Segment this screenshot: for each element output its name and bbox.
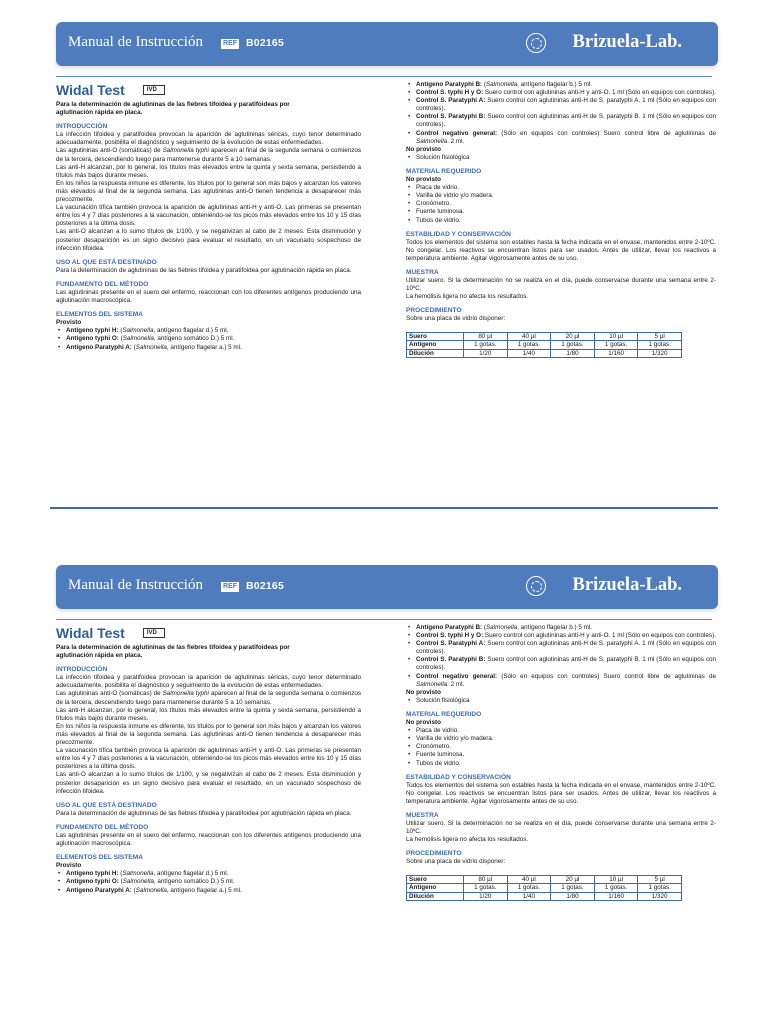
list-item [416,97,716,113]
text-run: Salmonella [122,335,154,343]
text-run: ( [133,343,136,351]
list-item [416,640,716,656]
table-cell: 1 gotas. [638,884,682,893]
text-run: , antígeno flagelar b.) 5 ml. [517,81,593,88]
text-run: Antígeno typhi O: [66,335,121,343]
paragraph: Sobre una placa de vidrio disponer: [406,858,506,866]
list-item: • Cronómetro. [416,200,716,208]
ref-badge: REF [223,40,237,47]
table-cell: 1 gotas. [551,884,595,893]
no-provisto-label: No provisto [406,176,441,184]
table-cell: 1 gotas. [594,341,638,350]
text-run: , antígeno somático D.) 5 ml. [153,878,235,886]
elements-list-cont [406,624,716,689]
section-heading: MATERIAL REQUERIDO [406,710,482,718]
text-run: . 2 ml. [447,137,465,145]
page-separator [50,507,718,509]
list-item [416,81,716,89]
text-run: Las aglutininas anti-O (somáticas) de [56,147,163,155]
left-column [56,623,361,895]
text-run: Las aglutininas anti-O (somáticas) de [56,690,163,698]
text-run: Antígeno typhi H: [66,870,121,878]
text-run: Salmonella [485,81,518,88]
material-list [406,727,716,767]
paragraph: En los niños la respuesta inmune es diferente, los títulos por lo general son más bajos y alcanzan los valores más elevados al final de la segunda semana. Las aglutininas anti-O tienen tendencia a desaparecer más precozmente. [56,722,361,747]
procedure-table [406,875,682,902]
text-run: , antígeno flagelar a.) 5 ml. [166,886,242,894]
list-item [416,624,716,632]
paragraph: Utilizar suero. Si la determinación no se realiza en el día, puede conservarse durante una semana entre 2-10ºC. [406,277,716,293]
ivd-badge: IVD [143,628,165,638]
list-item [416,89,716,97]
text-run: ( [483,81,486,88]
table-cell: 1/320 [638,892,682,901]
no-provisto-label: No provisto [406,719,441,727]
header-banner [56,22,718,66]
text-run: Control S. typhi H y O: [416,89,485,97]
elements-list-cont [406,81,716,146]
list-item [66,327,361,335]
text-run: Salmonella [416,680,448,688]
list-item [66,344,361,352]
text-run: Control S. Paratyphi B: [416,656,488,664]
procedure-table [406,332,682,359]
table-cell: 40 µl [507,332,551,341]
list-item: • Tubos de vidrio. [416,217,716,225]
elements-list [56,327,361,351]
paragraph: Las anti-H alcanzan, por lo general, los títulos más elevados entre la quinta y sexta semana, persistiendo a títulos más bajos durante meses. [56,163,361,179]
text-run: ( [120,327,123,335]
text-run: Antígeno typhi H: [66,327,121,335]
manual-title: Manual de Instrucción [68,34,203,50]
table-row [407,884,682,893]
manual-page-2 [0,543,768,1024]
text-run: Suero control con aglutininas anti-H de S. paratyphi A. 1 ml (Sólo en equipos con controles). [416,640,716,656]
table-cell: 1 gotas. [507,884,551,893]
table-cell: Antígeno [407,341,464,350]
text-run: Suero control con aglutininas anti-H de S. paratyphi A. 1 ml (Sólo en equipos con controles). [416,97,716,113]
paragraph: Todos los elementos del sistema son estables hasta la fecha indicada en el envase, mantenidos entre 2-10ºC. No congelar. Los reactivos se encuentran listos para ser usados. Antes de utilizar, llevar los reactivos a temperatura ambiente. Agitar vigorosamente antes de su uso. [406,781,716,805]
list-item [66,878,361,886]
paragraph: Las aglutininas presente en el suero del enfermo, reaccionan con los diferentes antígenos produciendo una aglutinación macroscópica. [56,831,361,848]
text-run: Control S. Paratyphi A: [416,97,488,105]
text-run: ( [483,624,486,631]
ivd-badge: IVD [143,85,165,95]
section-heading: INTRODUCCIÓN [56,666,108,674]
no-provisto-label: No provisto [406,688,441,696]
section-heading: ELEMENTOS DEL SISTEMA [56,854,143,862]
text-run: , antígeno flagelar d.) 5 ml. [153,870,229,878]
section-heading: USO AL QUE ESTÁ DESTINADO [56,258,157,266]
paragraph: La infección tifoidea y paratifoidea provocan la aparición de aglutininas séricas, cuyo tenor determinado adecuadamente, posibilita el diagnóstico y seguimiento de la evolución de estas enfermedades. [56,674,361,690]
text-run: , antígeno flagelar b.) 5 ml. [517,624,593,631]
text-run: Salmonella [122,878,154,886]
text-run: Suero control con aglutininas anti-H y anti-O. 1 ml (Sólo en equipos con controles). [484,632,716,640]
table-cell: 10 µl [594,875,638,884]
table-cell: 1/320 [638,349,682,358]
paragraph: Sobre una placa de vidrio disponer: [406,315,506,323]
manual-title: Manual de Instrucción [68,577,203,593]
paragraph: La vacunación tífica también provoca la aparición de aglutininas anti-H y anti-O. Las primeras se presentan entre los 4 y 7 días posteriores a la vacunación, obteniéndo-se los picos más elevados entre los 10 y 15 días posteriores a la última dosis. [56,204,361,228]
section-heading: INTRODUCCIÓN [56,123,108,131]
table-cell: 1 gotas. [594,884,638,893]
text-run: Antígeno Paratyphi B: [416,624,484,631]
doc-subtitle: Para la determinación de aglutininas de las fiebres tifoidea y paratifoideas por aglutinación rápida en placa. [56,644,290,660]
table-cell: 10 µl [594,332,638,341]
table-row [407,341,682,350]
list-item: • Varilla de vidrio y/o madera. [416,192,716,200]
text-run: Control S. Paratyphi B: [416,113,488,121]
paragraph: Utilizar suero. Si la determinación no se realiza en el día, puede conservarse durante una semana entre 2-10ºC. [406,820,716,836]
paragraph: Las aglutininas presente en el suero del enfermo, reaccionan con los diferentes antígenos produciendo una aglutinación macroscópica. [56,288,361,305]
doc-title: Widal Test [56,81,125,98]
text-run: (Sólo en equipos con controles) Suero control libre de aglutininas de [501,129,716,137]
provisto-label: Provisto [56,862,82,870]
doc-title: Widal Test [56,624,125,641]
list-item: • Solución fisiológica [416,154,716,162]
text-run: ( [120,335,123,343]
no-provisto-list [406,697,716,705]
section-heading: FUNDAMENTO DEL MÉTODO [56,823,149,831]
text-run: Antígeno Paratyphi B: [416,81,484,88]
list-item [66,335,361,343]
section-heading: MUESTRA [406,811,439,819]
header-rule [56,76,712,77]
section-heading: FUNDAMENTO DEL MÉTODO [56,280,149,288]
paragraph: Para la determinación de aglutininas de las fiebres tifoidea y paratifoidea por aglutinación rápida en placa. [56,809,352,817]
table-cell: 1 gotas. [507,341,551,350]
text-run: Salmonella [485,624,518,631]
text-run: Suero control con aglutininas anti-H de S. paratyphi B. 1 ml (Sólo en equipos con controles). [416,113,717,129]
paragraph: Para la determinación de aglutininas de las fiebres tifoidea y paratifoidea por aglutinación rápida en placa. [56,266,352,274]
text-run: Salmonella typhi [162,690,209,698]
table-cell: 1/40 [507,349,551,358]
text-run: Control S. typhi H y O: [416,632,485,640]
text-run: ( [120,878,123,886]
right-column [406,624,716,901]
paragraph: La hemólisis ligera no afecta los resultados. [406,293,529,301]
table-cell: Suero [407,875,464,884]
table-cell: 5 µl [638,332,682,341]
no-provisto-label: No provisto [406,145,441,153]
text-run: , antígeno flagelar a.) 5 ml. [166,343,242,351]
text-run: Antígeno Paratyphi A: [66,886,134,894]
header-rule [56,619,712,620]
paragraph [56,690,361,706]
list-item [416,656,716,672]
list-item: • Fuente luminosa. [416,751,716,759]
list-item: • Solución fisiológica [416,697,716,705]
list-item: • Fuente luminosa. [416,208,716,216]
text-run: aparecen al final de la segunda semana o comienzos de la tercera, descendiendo luego para mantenerse durante 5 a 10 semanas. [56,690,361,706]
product-code: B02165 [246,580,284,592]
brand-logo-icon [526,33,546,53]
table-cell: 20 µl [551,875,595,884]
table-cell: 1/80 [551,349,595,358]
text-run: Control negativo general: [416,129,502,137]
brand-name: Brizuela-Lab. [572,32,682,52]
paragraph: En los niños la respuesta inmune es diferente, los títulos por lo general son más bajos y alcanzan los valores más elevados al final de la segunda semana. Las aglutininas anti-O tienen tendencia a desaparecer más precozmente. [56,179,361,204]
paragraph: Las anti-H alcanzan, por lo general, los títulos más elevados entre la quinta y sexta semana, persistiendo a títulos más bajos durante meses. [56,706,361,722]
list-item [66,870,361,878]
table-cell: Suero [407,332,464,341]
text-run: Salmonella [416,137,448,145]
text-run: ( [133,886,136,894]
provisto-label: Provisto [56,319,82,327]
section-heading: ESTABILIDAD Y CONSERVACIÓN [406,230,511,238]
text-run: Control S. Paratyphi A: [416,640,488,648]
list-item [416,113,716,129]
table-cell: Dilución [407,349,464,358]
paragraph: Las anti-O alcanzan a lo sumo títulos de 1/100, y se negativizan al cabo de 2 meses. Esta disminución y posterior desaparición es un signo decisivo para evaluar el resultado, en un vacunado sospechoso de infección tifoidea. [56,228,361,252]
list-item [416,673,716,689]
table-cell: 1/40 [507,892,551,901]
paragraph: Todos los elementos del sistema son estables hasta la fecha indicada en el envase, mantenidos entre 2-10ºC. No congelar. Los reactivos se encuentran listos para ser usados. Antes de utilizar, llevar los reactivos a temperatura ambiente. Agitar vigorosamente antes de su uso. [406,238,716,262]
text-run: Suero control con aglutininas anti-H de S. paratyphi B. 1 ml (Sólo en equipos con controles). [416,656,717,672]
doc-subtitle: Para la determinación de aglutininas de las fiebres tifoidea y paratifoideas por aglutinación rápida en placa. [56,101,290,117]
section-heading: MATERIAL REQUERIDO [406,167,482,175]
section-heading: PROCEDIMIENTO [406,307,462,315]
text-run: aparecen al final de la segunda semana o comienzos de la tercera, descendiendo luego para mantenerse durante 5 a 10 semanas. [56,147,361,163]
table-cell: Dilución [407,892,464,901]
table-cell: 80 µl [464,332,508,341]
text-run: ( [120,870,123,878]
text-run: Antígeno typhi O: [66,878,121,886]
table-cell: 1 gotas. [464,341,508,350]
text-run: . 2 ml. [447,680,465,688]
section-heading: USO AL QUE ESTÁ DESTINADO [56,801,157,809]
text-run: Antígeno Paratyphi A: [66,343,134,351]
paragraph: La vacunación tífica también provoca la aparición de aglutininas anti-H y anti-O. Las primeras se presentan entre los 4 y 7 días posteriores a la vacunación, obteniéndo-se los picos más elevados entre los 10 y 15 días posteriores a la última dosis. [56,747,361,771]
text-run: Salmonella [122,327,154,335]
table-cell: 1/20 [464,892,508,901]
right-column [406,81,716,358]
brand-logo-icon [526,576,546,596]
no-provisto-list [406,154,716,162]
section-heading: ELEMENTOS DEL SISTEMA [56,311,143,319]
list-item: • Placa de vidrio. [416,184,716,192]
text-run: (Sólo en equipos con controles) Suero control libre de aglutininas de [501,672,716,680]
table-cell: 1 gotas. [551,341,595,350]
table-cell: 80 µl [464,875,508,884]
product-code: B02165 [246,37,284,49]
text-run: , antígeno somático D.) 5 ml. [153,335,235,343]
text-run: Suero control con aglutininas anti-H y anti-O. 1 ml (Sólo en equipos con controles). [484,89,716,97]
table-row [407,875,682,884]
table-cell: 1/160 [594,892,638,901]
left-column [56,80,361,352]
table-cell: 40 µl [507,875,551,884]
list-item [66,887,361,895]
table-cell: 1/160 [594,349,638,358]
table-cell: 5 µl [638,875,682,884]
section-heading: PROCEDIMIENTO [406,850,462,858]
list-item: • Varilla de vidrio y/o madera. [416,735,716,743]
paragraph: La infección tifoidea y paratifoidea provocan la aparición de aglutininas séricas, cuyo tenor determinado adecuadamente, posibilita el diagnóstico y seguimiento de la evolución de estas enfermedades. [56,131,361,147]
header-banner [56,565,718,609]
table-row [407,892,682,901]
text-run: Control negativo general: [416,672,502,680]
table-cell: 1 gotas. [464,884,508,893]
table-cell: 1 gotas. [638,341,682,350]
section-heading: ESTABILIDAD Y CONSERVACIÓN [406,773,511,781]
list-item: • Placa de vidrio. [416,727,716,735]
material-list [406,184,716,224]
table-cell: 1/20 [464,349,508,358]
table-row [407,332,682,341]
table-row [407,349,682,358]
list-item: • Cronómetro. [416,743,716,751]
elements-list [56,870,361,894]
ref-badge: REF [223,583,237,590]
brand-name: Brizuela-Lab. [572,575,682,595]
text-run: , antígeno flagelar d.) 5 ml. [153,327,229,335]
text-run: Salmonella typhi [162,147,209,155]
paragraph: La hemólisis ligera no afecta los resultados. [406,836,529,844]
table-cell: Antígeno [407,884,464,893]
paragraph [56,147,361,163]
list-item [416,632,716,640]
text-run: Salmonella [135,886,167,894]
list-item [416,130,716,146]
section-heading: MUESTRA [406,268,439,276]
text-run: Salmonella [122,870,154,878]
text-run: Salmonella [135,343,167,351]
table-cell: 20 µl [551,332,595,341]
list-item: • Tubos de vidrio. [416,760,716,768]
paragraph: Las anti-O alcanzan a lo sumo títulos de 1/100, y se negativizan al cabo de 2 meses. Esta disminución y posterior desaparición es un signo decisivo para evaluar el resultado, en un vacunado sospechoso de infección tifoidea. [56,771,361,795]
table-cell: 1/80 [551,892,595,901]
